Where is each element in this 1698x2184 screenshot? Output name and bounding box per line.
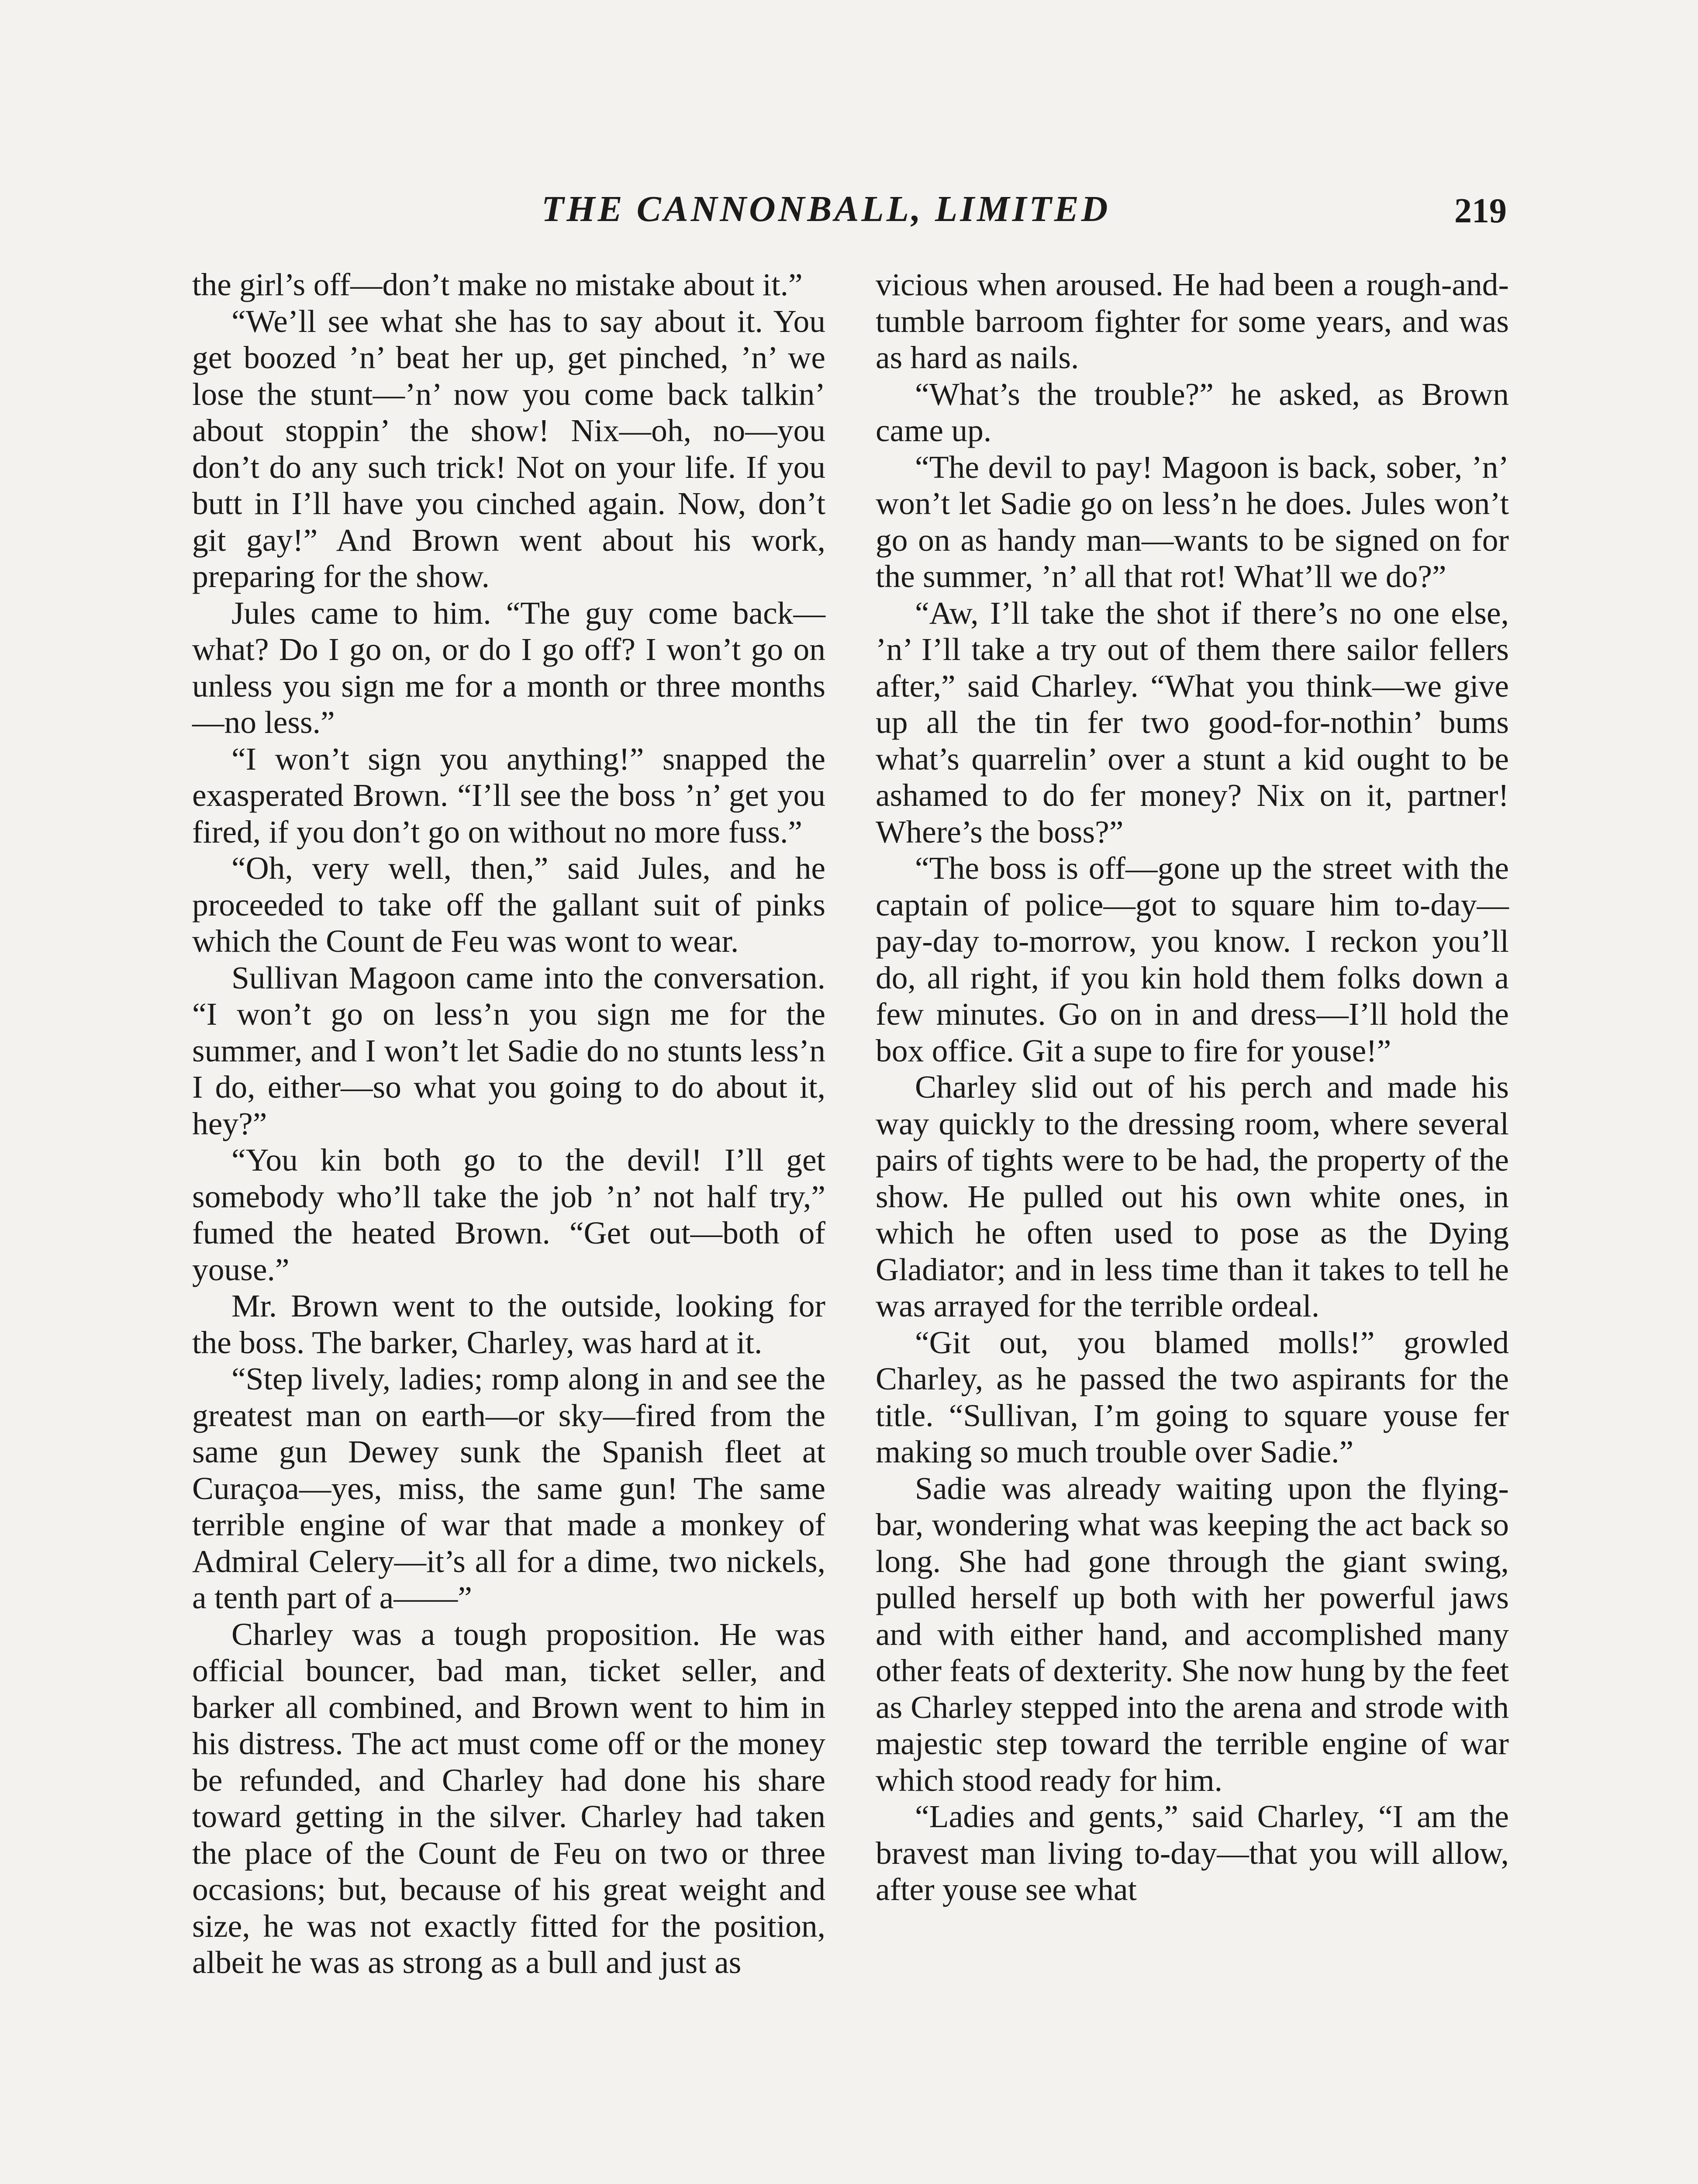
- paragraph: “Step lively, ladies; romp along in and see the greatest man on earth—or sky—fired from the same gun Dewey sunk the Spanish fleet at Curaçoa—yes, miss, the same gun! The same terrible engine of war that made a monkey of Admiral Celery—it’s all for a dime, two nickels, a tenth part of a——”: [192, 1361, 825, 1615]
- running-title: THE CANNONBALL, LIMITED: [542, 189, 1111, 229]
- paragraph: “You kin both go to the devil! I’ll get somebody who’ll take the job ’n’ not half try,” fumed the heated Brown. “Get out—both of youse.”: [192, 1142, 825, 1287]
- paragraph: vicious when aroused. He had been a rough-and-tumble barroom fighter for some years, and was as hard as nails.: [876, 267, 1509, 375]
- paragraph: “What’s the trouble?” he asked, as Brown came up.: [876, 376, 1509, 448]
- paragraph: “I won’t sign you anything!” snapped the exasperated Brown. “I’ll see the boss ’n’ get you fired, if you don’t go on without no more fuss.”: [192, 741, 825, 850]
- right-column: [876, 266, 1509, 1908]
- paragraph: “Aw, I’ll take the shot if there’s no one else, ’n’ I’ll take a try out of them there sailor fellers after,” said Charley. “What you think—we give up all the tin fer two good-for-nothin’ bums what’s quarrelin’ over a stunt a kid ought to be ashamed to do fer money? Nix on it, partner! Where’s the boss?”: [876, 595, 1509, 850]
- paragraph: Sadie was already waiting upon the flying-bar, wondering what was keeping the act back so long. She had gone through the giant swing, pulled herself up both with her powerful jaws and with either hand, and accomplished many other feats of dexterity. She now hung by the feet as Charley stepped into the arena and strode with majestic step toward the terrible engine of war which stood ready for him.: [876, 1470, 1509, 1798]
- paragraph: the girl’s off—don’t make no mistake about it.”: [192, 267, 803, 302]
- paragraph: Sullivan Magoon came into the conversation. “I won’t go on less’n you sign me for the summer, and I won’t let Sadie do no stunts less’n I do, either—so what you going to do about it, hey?”: [192, 960, 825, 1141]
- paragraph: “Git out, you blamed molls!” growled Charley, as he passed the two aspirants for the title. “Sullivan, I’m going to square youse fer making so much trouble over Sadie.”: [876, 1324, 1509, 1469]
- paragraph: Charley slid out of his perch and made his way quickly to the dressing room, where several pairs of tights were to be had, the property of the show. He pulled out his own white ones, in which he often used to pose as the Dying Gladiator; and in less time than it takes to tell he was arrayed for the terrible ordeal.: [876, 1069, 1509, 1324]
- paragraph: “The devil to pay! Magoon is back, sober, ’n’ won’t let Sadie go on less’n he does. Jules won’t go on as handy man—wants to be signed on for the summer, ’n’ all that rot! What’ll we do?”: [876, 449, 1509, 594]
- paragraph: Mr. Brown went to the outside, looking for the boss. The barker, Charley, was hard at it.: [192, 1288, 825, 1360]
- paragraph: “Ladies and gents,” said Charley, “I am the bravest man living to-day—that you will allow, after youse see what: [876, 1799, 1509, 1907]
- left-column: [192, 266, 825, 1981]
- paragraph: “The boss is off—gone up the street with the captain of police—got to square him to-day—pay-day to-morrow, you know. I reckon you’ll do, all right, if you kin hold them folks down a few minutes. Go on in and dress—I’ll hold the box office. Git a supe to fire for youse!”: [876, 850, 1509, 1068]
- paragraph: Charley was a tough proposition. He was official bouncer, bad man, ticket seller, and barker all combined, and Brown went to him in his distress. The act must come off or the money be refunded, and Charley had done his share toward getting in the silver. Charley had taken the place of the Count de Feu on two or three occasions; but, because of his great weight and size, he was not exactly fitted for the position, albeit he was as strong as a bull and just as: [192, 1616, 825, 1980]
- paragraph: Jules came to him. “The guy come back—what? Do I go on, or do I go off? I won’t go on unless you sign me for a month or three months—no less.”: [192, 595, 825, 740]
- paragraph: “Oh, very well, then,” said Jules, and he proceeded to take off the gallant suit of pinks which the Count de Feu was wont to wear.: [192, 850, 825, 959]
- paragraph: “We’ll see what she has to say about it. You get boozed ’n’ beat her up, get pinched, ’n’ we lose the stunt—’n’ now you come back talkin’ about stoppin’ the show! Nix—oh, no—you don’t do any such trick! Not on your life. If you butt in I’ll have you cinched again. Now, don’t git gay!” And Brown went about his work, preparing for the show.: [192, 303, 825, 594]
- page-number: 219: [1454, 192, 1507, 230]
